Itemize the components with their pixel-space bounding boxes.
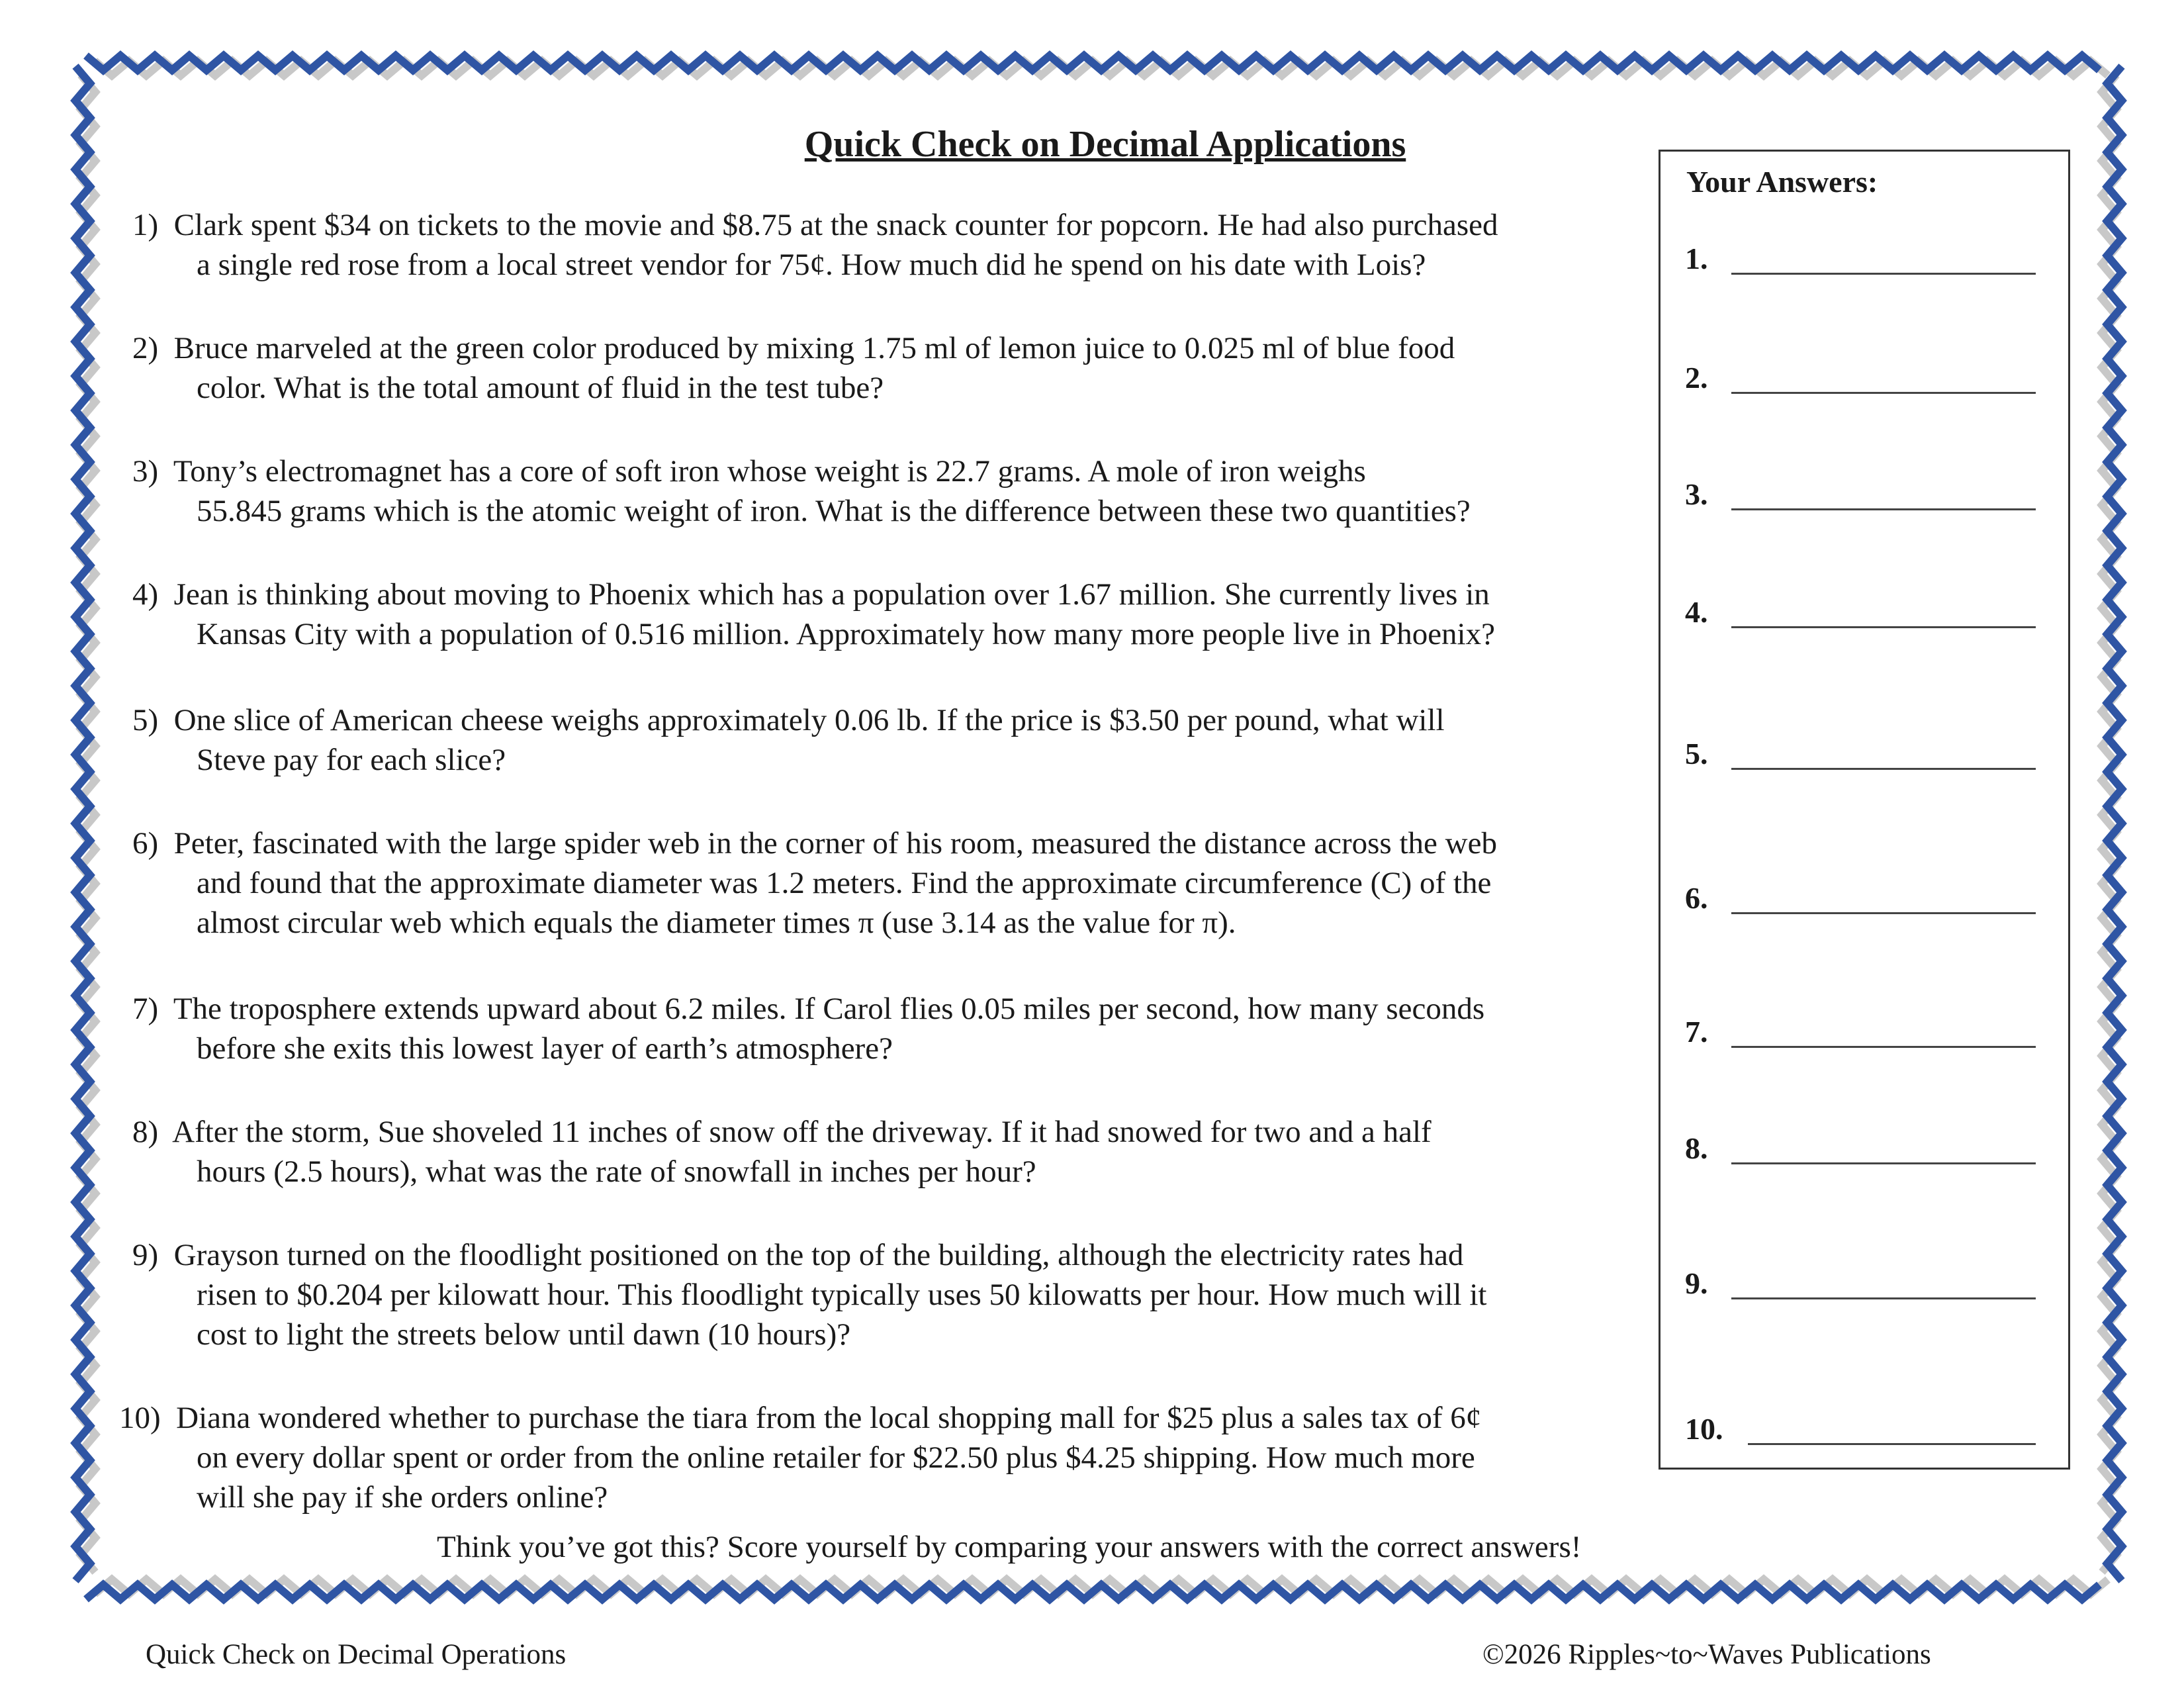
- answer-row-10: [1685, 1411, 2042, 1451]
- question-8: [132, 1112, 1668, 1192]
- question-10: [119, 1398, 1655, 1517]
- page-title: Quick Check on Decimal Applications: [804, 124, 1406, 165]
- answer-blank[interactable]: [1731, 1162, 2036, 1164]
- answer-number: 5.: [1685, 737, 1708, 771]
- answer-blank[interactable]: [1731, 1046, 2036, 1048]
- answer-number: 1.: [1685, 242, 1708, 275]
- answer-blank[interactable]: [1731, 768, 2036, 770]
- answer-heading: Your Answers:: [1686, 165, 1878, 199]
- question-line: 8) After the storm, Sue shoveled 11 inches of snow off the driveway. If it had snowed for two and a half: [132, 1115, 1432, 1149]
- question-line: 7) The troposphere extends upward about 6.2 miles. If Carol flies 0.05 miles per second, how many seconds: [132, 992, 1485, 1026]
- answer-blank[interactable]: [1731, 912, 2036, 914]
- question-line: on every dollar spent or order from the online retailer for $22.50 plus $4.25 shipping. How much more: [197, 1440, 1475, 1475]
- question-5: [132, 700, 1668, 780]
- answer-blank[interactable]: [1731, 273, 2036, 275]
- answer-number: 10.: [1685, 1412, 1723, 1446]
- answer-row-3: [1685, 477, 2042, 516]
- question-line: a single red rose from a local street vendor for 75¢. How much did he spend on his date with Lois?: [197, 248, 1426, 282]
- question-line: 9) Grayson turned on the floodlight positioned on the top of the building, although the electricity rates had: [132, 1238, 1464, 1272]
- answer-row-7: [1685, 1014, 2042, 1054]
- question-line: Kansas City with a population of 0.516 million. Approximately how many more people live in Phoenix?: [197, 617, 1495, 651]
- answer-row-5: [1685, 736, 2042, 776]
- question-line: 6) Peter, fascinated with the large spider web in the corner of his room, measured the distance across the web: [132, 826, 1497, 861]
- answer-blank[interactable]: [1731, 508, 2036, 510]
- question-line: will she pay if she orders online?: [197, 1480, 608, 1515]
- answer-row-4: [1685, 594, 2042, 634]
- question-line: Steve pay for each slice?: [197, 743, 506, 777]
- answer-number: 7.: [1685, 1015, 1708, 1049]
- question-line: risen to $0.204 per kilowatt hour. This floodlight typically uses 50 kilowatts per hour. How much will it: [197, 1278, 1487, 1312]
- question-line: 10) Diana wondered whether to purchase the tiara from the local shopping mall for $25 plus a sales tax of 6¢: [119, 1401, 1482, 1435]
- question-line: 2) Bruce marveled at the green color produced by mixing 1.75 ml of lemon juice to 0.025 ml of blue food: [132, 331, 1455, 365]
- question-line: 4) Jean is thinking about moving to Phoenix which has a population over 1.67 million. She currently lives in: [132, 577, 1490, 612]
- question-line: 5) One slice of American cheese weighs approximately 0.06 lb. If the price is $3.50 per pound, what will: [132, 703, 1445, 737]
- footer-worksheet-name: Quick Check on Decimal Operations: [146, 1639, 567, 1670]
- border-zigzag-stroke: [86, 56, 2099, 70]
- answer-blank[interactable]: [1731, 626, 2036, 628]
- question-line: before she exits this lowest layer of earth’s atmosphere?: [197, 1031, 893, 1066]
- question-line: 3) Tony’s electromagnet has a core of soft iron whose weight is 22.7 grams. A mole of iron weighs: [132, 454, 1366, 489]
- answer-blank[interactable]: [1748, 1443, 2036, 1445]
- question-line: 1) Clark spent $34 on tickets to the movie and $8.75 at the snack counter for popcorn. He had also purchased: [132, 208, 1498, 242]
- answer-number: 8.: [1685, 1131, 1708, 1165]
- question-1: [132, 205, 1668, 285]
- answer-row-1: [1685, 241, 2042, 281]
- question-line: and found that the approximate diameter was 1.2 meters. Find the approximate circumference (C) of the: [197, 866, 1492, 900]
- answer-number: 3.: [1685, 477, 1708, 511]
- answer-number: 6.: [1685, 881, 1708, 915]
- score-yourself-note: Think you’ve got this? Score yourself by comparing your answers with the correct answers!: [437, 1530, 1582, 1564]
- question-7: [132, 989, 1668, 1068]
- question-4: [132, 575, 1668, 654]
- question-2: [132, 328, 1668, 408]
- answer-row-2: [1685, 360, 2042, 400]
- answer-number: 2.: [1685, 361, 1708, 395]
- answer-row-9: [1685, 1266, 2042, 1305]
- question-6: [132, 823, 1668, 943]
- answer-row-6: [1685, 880, 2042, 920]
- footer-copyright: ©2026 Ripples~to~Waves Publications: [1482, 1639, 1931, 1670]
- question-line: hours (2.5 hours), what was the rate of snowfall in inches per hour?: [197, 1154, 1036, 1189]
- question-3: [132, 451, 1668, 531]
- question-line: cost to light the streets below until dawn (10 hours)?: [197, 1317, 851, 1352]
- border-zigzag-stroke: [86, 1585, 2099, 1599]
- answer-number: 9.: [1685, 1266, 1708, 1300]
- answer-row-8: [1685, 1131, 2042, 1170]
- question-line: almost circular web which equals the diameter times π (use 3.14 as the value for π).: [197, 906, 1236, 940]
- question-line: 55.845 grams which is the atomic weight of iron. What is the difference between these two quantities?: [197, 494, 1471, 528]
- question-9: [132, 1235, 1668, 1354]
- answer-blank[interactable]: [1731, 1297, 2036, 1299]
- question-line: color. What is the total amount of fluid in the test tube?: [197, 371, 884, 405]
- answer-blank[interactable]: [1731, 392, 2036, 394]
- answer-number: 4.: [1685, 595, 1708, 629]
